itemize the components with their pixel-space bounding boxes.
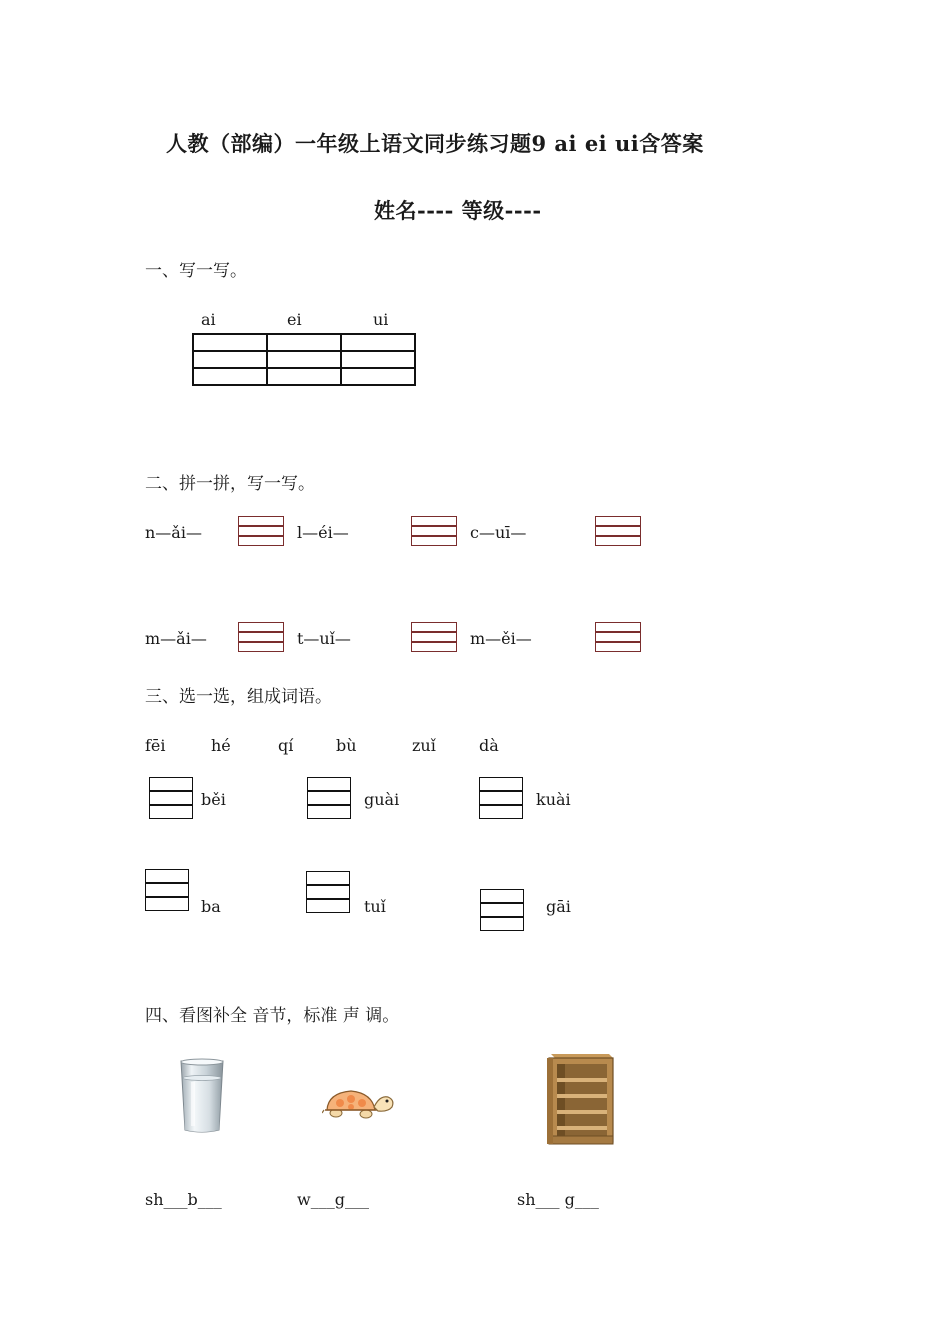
page-title: 人教（部编）一年级上语文同步练习题9 ai ei ui含答案 [166,131,704,156]
grid-cell[interactable] [193,368,267,385]
pinyin-write-box[interactable] [238,516,284,546]
option-word: hé [211,736,231,755]
answer-box[interactable] [306,871,350,913]
pinyin-write-box[interactable] [595,516,641,546]
grid-cell[interactable] [267,334,341,351]
pinyin-write-box[interactable] [595,622,641,652]
spell-item: m—ěi— [470,629,532,648]
spell-item: c—uī— [470,523,527,542]
pinyin-write-box[interactable] [411,622,457,652]
word-syllable: guài [364,790,400,809]
option-word: zuǐ [412,736,436,755]
spell-item: t—uǐ— [297,629,351,648]
word-syllable: běi [201,790,226,809]
grid-cell[interactable] [193,334,267,351]
grid-cell[interactable] [193,351,267,368]
section2-heading: 二、拼一拼，写一写。 [145,474,315,494]
grid-cell[interactable] [341,334,415,351]
pinyin-write-box[interactable] [238,622,284,652]
syllable-blank: sh___ g___ [517,1190,599,1209]
word-syllable: tuǐ [364,897,386,916]
spell-item: n—ǎi— [145,523,202,542]
syllable-blank: sh___b___ [145,1190,222,1209]
column-label-ai: ai [201,310,216,329]
answer-box[interactable] [149,777,193,819]
section3-heading: 三、选一选，组成词语。 [145,687,332,707]
option-word: fēi [145,736,166,755]
option-word: bù [336,736,357,755]
grid-cell[interactable] [267,368,341,385]
answer-box[interactable] [145,869,189,911]
syllable-blank: w___g___ [297,1190,369,1209]
section4-heading: 四、看图补全 音节，标准 声 调。 [145,1006,400,1026]
water-glass-icon [178,1058,226,1134]
answer-box[interactable] [307,777,351,819]
grid-cell[interactable] [341,368,415,385]
answer-box[interactable] [479,777,523,819]
option-word: dà [479,736,499,755]
bookshelf-icon [545,1054,619,1146]
spell-item: l—éi— [297,523,349,542]
section1-heading: 一、写一写。 [145,261,247,281]
pinyin-write-box[interactable] [411,516,457,546]
word-syllable: ba [201,897,221,916]
spell-item: m—ǎi— [145,629,207,648]
grid-cell[interactable] [267,351,341,368]
turtle-icon [322,1083,396,1123]
writing-grid[interactable] [192,333,416,386]
answer-box[interactable] [480,889,524,931]
word-syllable: kuài [536,790,571,809]
word-syllable: gāi [546,897,571,916]
name-grade-line: 姓名---- 等级---- [374,198,542,223]
column-label-ui: ui [373,310,389,329]
column-label-ei: ei [287,310,302,329]
option-word: qí [278,736,294,755]
grid-cell[interactable] [341,351,415,368]
